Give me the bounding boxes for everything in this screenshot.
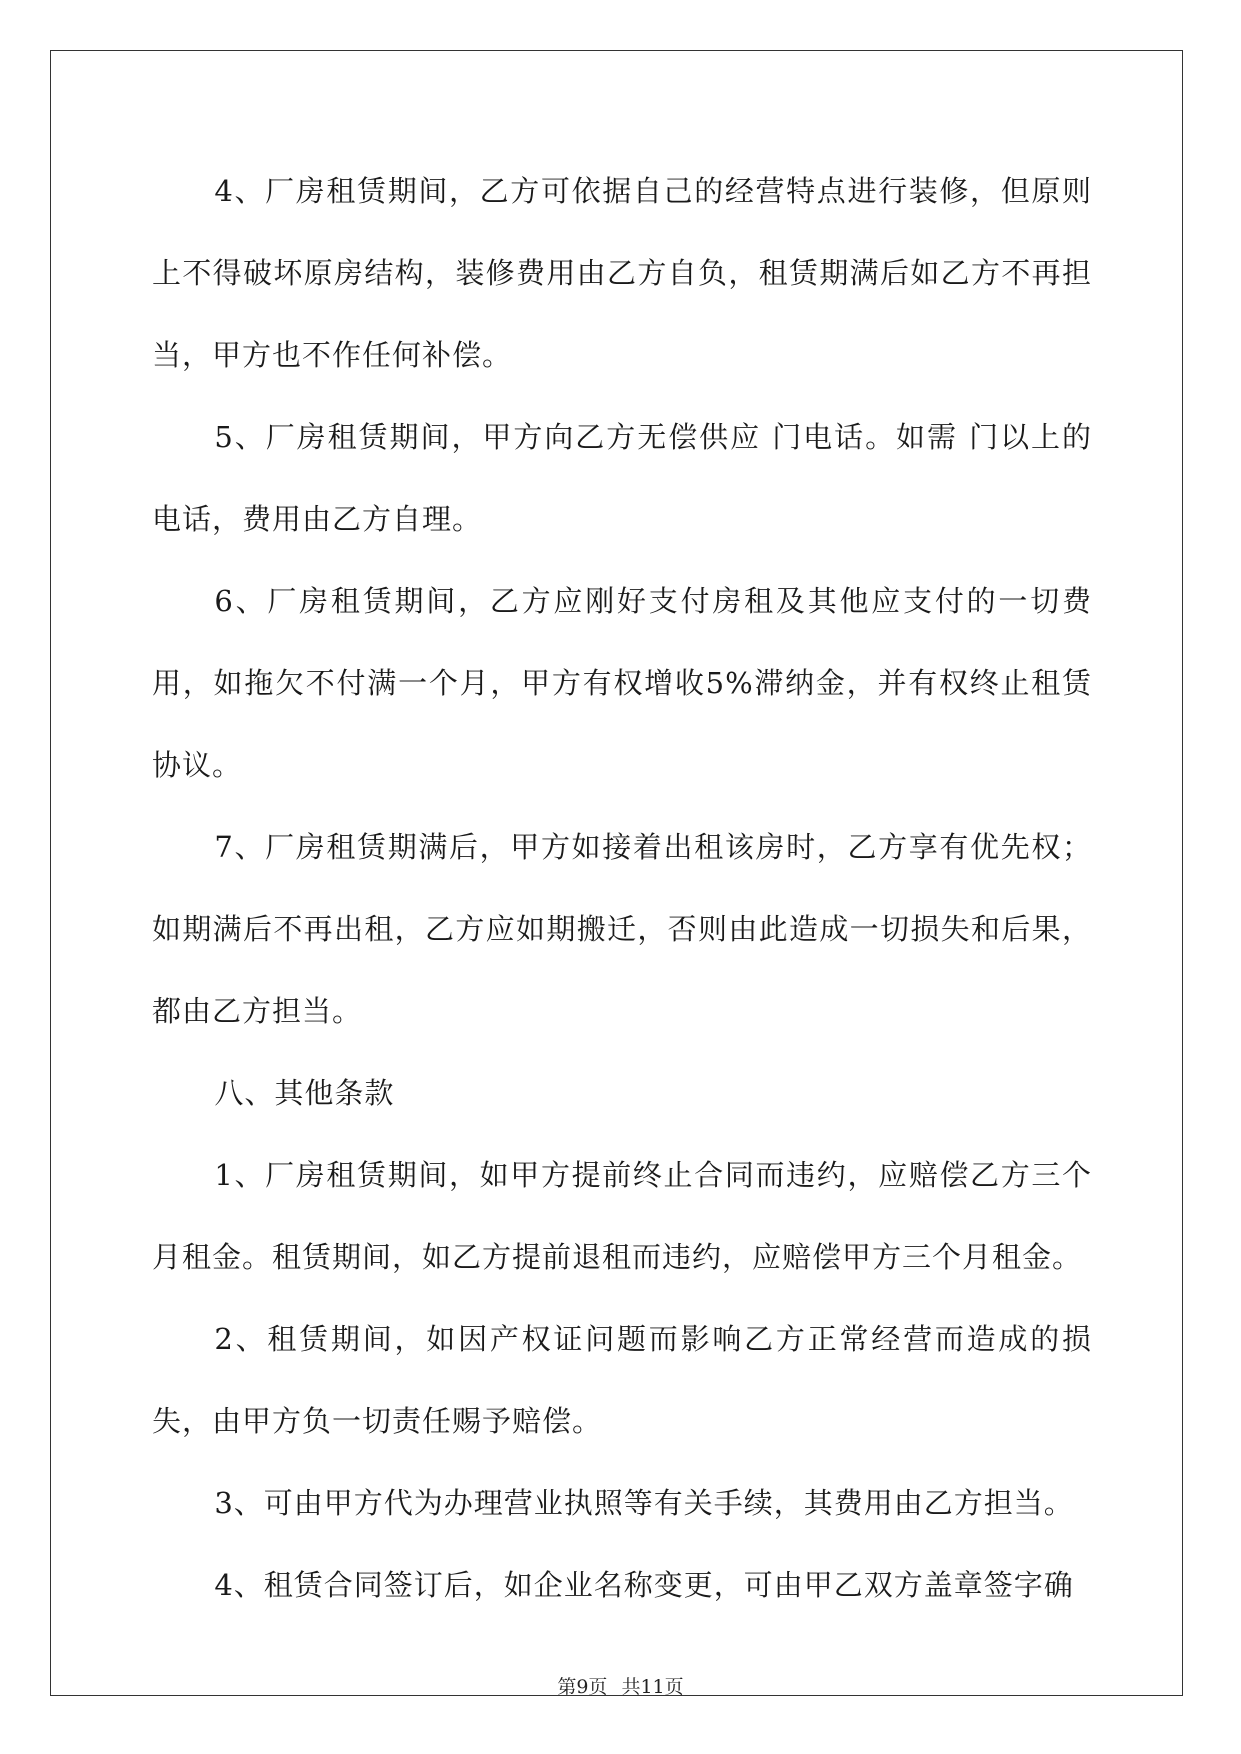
paragraph-other-2: 2、租赁期间，如因产权证问题而影响乙方正常经营而造成的损失，由甲方负一切责任赐予赔偿。 xyxy=(152,1322,1092,1438)
page-total: 共11页 xyxy=(621,1676,684,1698)
paragraph-other-4: 4、租赁合同签订后，如企业名称变更，可由甲乙双方盖章签字确 xyxy=(214,1568,1074,1602)
page-footer xyxy=(0,1672,1241,1699)
page-number: 第9页 xyxy=(557,1676,608,1698)
section-heading-other-terms: 八、其他条款 xyxy=(214,1076,395,1110)
paragraph-clause-5: 5、厂房租赁期间，甲方向乙方无偿供应 门电话。如需 门以上的电话，费用由乙方自理。 xyxy=(152,420,1092,536)
document-body xyxy=(152,150,1092,1626)
paragraph-other-3: 3、可由甲方代为办理营业执照等有关手续，其费用由乙方担当。 xyxy=(214,1486,1074,1520)
paragraph-clause-6: 6、厂房租赁期间，乙方应刚好支付房租及其他应支付的一切费用，如拖欠不付满一个月，甲方有权增收5%滞纳金，并有权终止租赁协议。 xyxy=(152,584,1092,782)
paragraph-other-1: 1、厂房租赁期间，如甲方提前终止合同而违约，应赔偿乙方三个月租金。租赁期间，如乙方提前退租而违约，应赔偿甲方三个月租金。 xyxy=(152,1158,1092,1274)
paragraph-clause-7: 7、厂房租赁期满后，甲方如接着出租该房时，乙方享有优先权；如期满后不再出租，乙方应如期搬迁，否则由此造成一切损失和后果，都由乙方担当。 xyxy=(152,830,1092,1028)
paragraph-clause-4: 4、厂房租赁期间，乙方可依据自己的经营特点进行装修，但原则上不得破坏原房结构，装修费用由乙方自负，租赁期满后如乙方不再担当，甲方也不作任何补偿。 xyxy=(152,174,1092,372)
